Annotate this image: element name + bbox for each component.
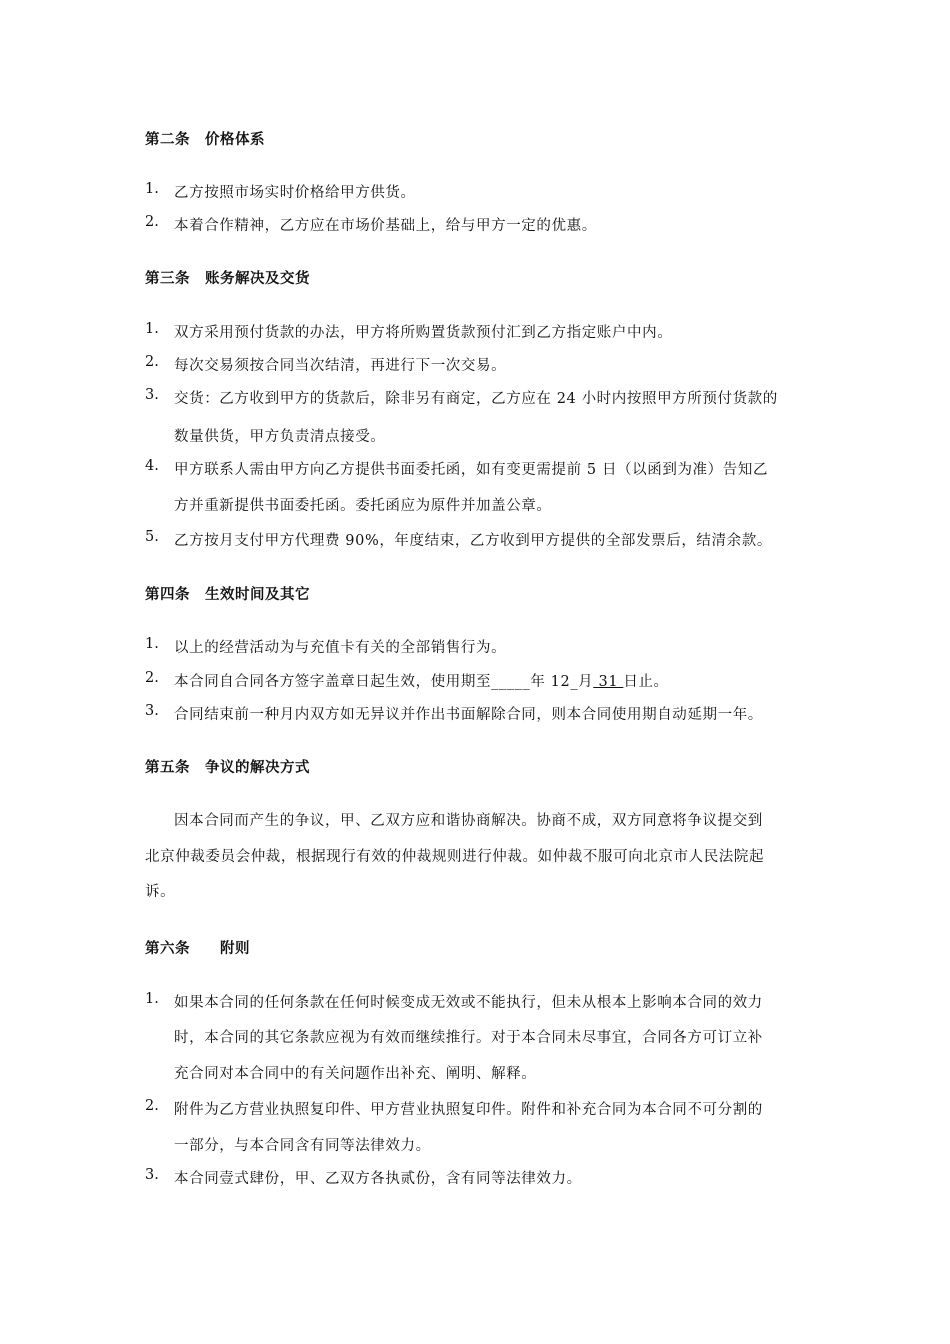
list-item-continuation: 充合同对本合同中的有关问题作出补充、阐明、解释。 bbox=[174, 1066, 537, 1082]
list-item: 本合同壹式肆份，甲、乙双方各执贰份，含有同等法律效力。 bbox=[174, 1171, 582, 1187]
list-number: 1. bbox=[145, 991, 159, 1007]
day-value: 31 bbox=[593, 674, 624, 690]
list-number: 2. bbox=[145, 214, 159, 230]
section-heading-accounts: 第三条 账务解决及交货 bbox=[145, 271, 310, 287]
year-label: 年 12 bbox=[530, 674, 571, 690]
list-number: 2. bbox=[145, 670, 159, 686]
list-item: 甲方联系人需由甲方向乙方提供书面委托函，如有变更需提前 5 日（以函到为准）告知乙 bbox=[174, 462, 769, 478]
list-item: 每次交易须按合同当次结清，再进行下一次交易。 bbox=[174, 358, 507, 374]
list-item: 交货：乙方收到甲方的货款后，除非另有商定，乙方应在 24 小时内按照甲方所预付货款的 bbox=[174, 391, 778, 407]
list-number: 3. bbox=[145, 703, 159, 719]
list-number: 1. bbox=[145, 181, 159, 197]
list-number: 3. bbox=[145, 387, 159, 403]
list-number: 4. bbox=[145, 458, 159, 474]
list-item-continuation: 方并重新提供书面委托函。委托函应为原件并加盖公章。 bbox=[174, 498, 552, 514]
list-item-continuation: 数量供货，甲方负责清点接受。 bbox=[174, 429, 386, 445]
list-item-continuation: 一部分，与本合同含有同等法律效力。 bbox=[174, 1138, 431, 1154]
list-number: 1. bbox=[145, 321, 159, 337]
section-heading-pricing: 第二条 价格体系 bbox=[145, 132, 265, 148]
section-heading-disputes: 第五条 争议的解决方式 bbox=[145, 760, 310, 776]
month-label: _月 bbox=[570, 674, 594, 690]
paragraph-line: 因本合同而产生的争议，甲、乙双方应和谐协商解决。协商不成，双方同意将争议提交到 bbox=[174, 813, 763, 829]
list-item: 乙方按月支付甲方代理费 90%，年度结束，乙方收到甲方提供的全部发票后，结清余款。 bbox=[174, 533, 772, 549]
list-number: 5. bbox=[145, 529, 159, 545]
list-item: 本着合作精神，乙方应在市场价基础上，给与甲方一定的优惠。 bbox=[174, 218, 597, 234]
list-number: 3. bbox=[145, 1167, 159, 1183]
list-item: 如果本合同的任何条款在任何时候变成无效或不能执行，但未从根本上影响本合同的效力 bbox=[174, 995, 763, 1011]
year-blank: _____ bbox=[491, 674, 531, 690]
list-item: 乙方按照市场实时价格给甲方供货。 bbox=[174, 185, 416, 201]
list-item: 双方采用预付货款的办法，甲方将所购置货款预付汇到乙方指定账户中内。 bbox=[174, 325, 673, 341]
list-number: 2. bbox=[145, 354, 159, 370]
list-item: 附件为乙方营业执照复印件、甲方营业执照复印件。附件和补充合同为本合同不可分割的 bbox=[174, 1102, 763, 1118]
paragraph-line: 诉。 bbox=[145, 884, 176, 900]
list-item-continuation: 时，本合同的其它条款应视为有效而继续推行。对于本合同未尽事宜，合同各方可订立补 bbox=[174, 1030, 763, 1046]
paragraph-line: 北京仲裁委员会仲裁，根据现行有效的仲裁规则进行仲裁。如仲裁不服可向北京市人民法院起 bbox=[145, 849, 765, 865]
list-item: 合同结束前一种月内双方如无异议并作出书面解除合同，则本合同使用期自动延期一年。 bbox=[174, 707, 763, 723]
list-item: 以上的经营活动为与充值卡有关的全部销售行为。 bbox=[174, 640, 507, 656]
list-item-term bbox=[174, 670, 669, 691]
list-number: 1. bbox=[145, 636, 159, 652]
section-heading-appendix: 第六条 附则 bbox=[145, 941, 250, 957]
section-heading-effective: 第四条 生效时间及其它 bbox=[145, 587, 310, 603]
term-text: 本合同自合同各方签字盖章日起生效，使用期至 bbox=[174, 674, 492, 690]
list-number: 2. bbox=[145, 1098, 159, 1114]
term-end: 日止。 bbox=[623, 674, 669, 690]
